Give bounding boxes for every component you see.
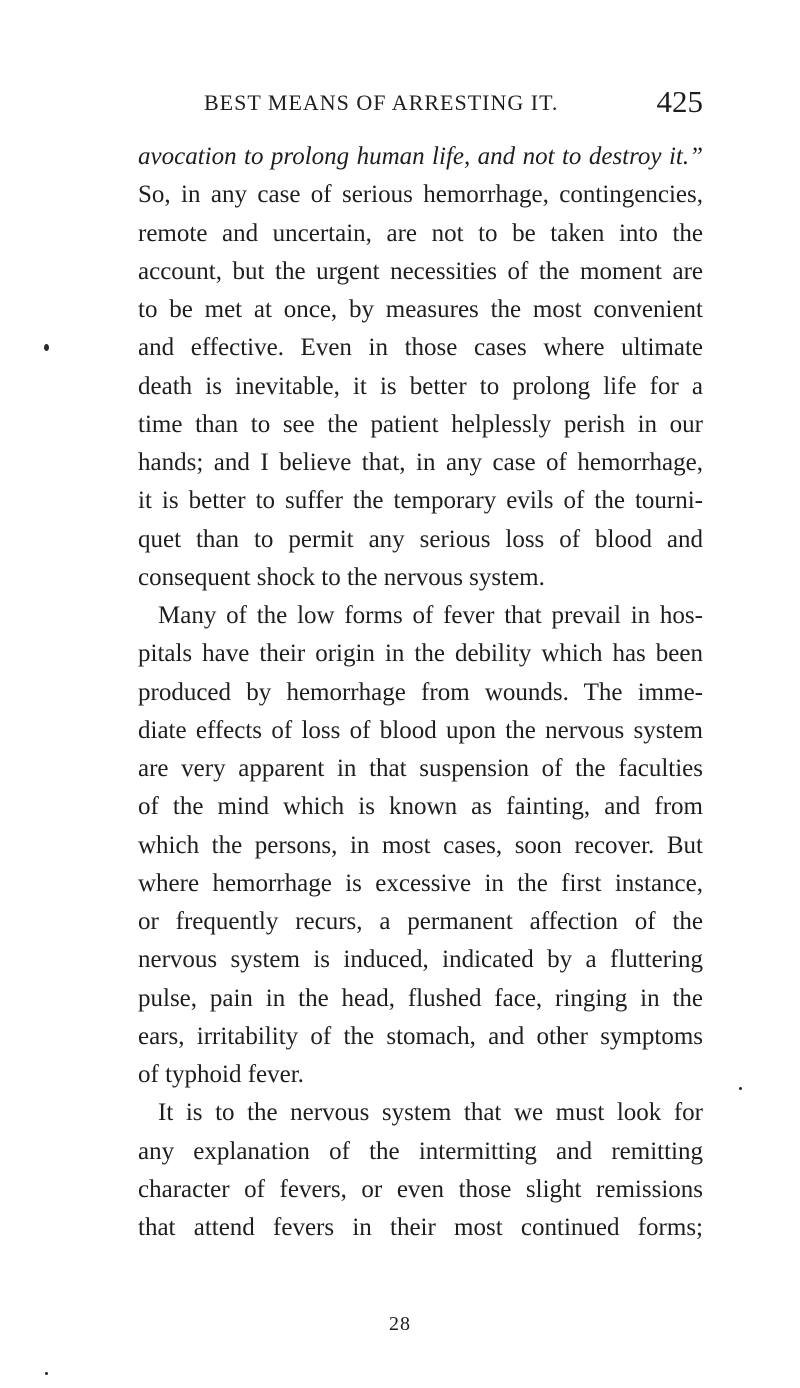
- text-line: where hemorrhage is excessive in the first instance,: [138, 869, 703, 897]
- text-line: that attend fevers in their most continued forms;: [138, 1214, 703, 1241]
- text-line: of the mind which is known as fainting, and from: [138, 793, 703, 821]
- text-line: it is better to suffer the temporary evils of the tourni-: [138, 487, 703, 515]
- margin-dot: [44, 344, 49, 351]
- text-line: character of fevers, or even those slight remissions: [138, 1175, 703, 1203]
- text-line: produced by hemorrhage from wounds. The imme-: [138, 678, 703, 706]
- text-line: pitals have their origin in the debility which has been: [138, 640, 703, 668]
- text-line: hands; and I believe that, in any case of hemorrhage,: [138, 449, 703, 476]
- body-text: [138, 138, 703, 1247]
- signature-mark: 28: [389, 1313, 411, 1335]
- text-line: are very apparent in that suspension of the faculties: [138, 755, 703, 782]
- text-line: It is to the nervous system that we must look for: [158, 1099, 703, 1127]
- text-line: remote and uncertain, are not to be taken into the: [138, 219, 703, 247]
- text-line: account, but the urgent necessities of the moment are: [138, 257, 703, 285]
- text-line: pulse, pain in the head, flushed face, ringing in the: [138, 984, 703, 1012]
- text-line: quet than to permit any serious loss of blood and: [138, 525, 703, 553]
- text-line: nervous system is induced, indicated by a fluttering: [138, 946, 703, 974]
- text-line: death is inevitable, it is better to prolong life for a: [138, 372, 703, 400]
- text-line: ears, irritability of the stomach, and other symptoms: [138, 1022, 703, 1050]
- text-line: consequent shock to the nervous system.: [138, 563, 545, 591]
- text-line: and effective. Even in those cases where ultimate: [138, 334, 703, 362]
- text-line: or frequently recurs, a permanent affection of the: [138, 908, 703, 935]
- text-line: Many of the low forms of fever that prevail in hos-: [158, 602, 703, 629]
- text-line: avocation to prolong human life, and not to destroy it.”: [138, 143, 703, 170]
- text-line: which the persons, in most cases, soon recover. But: [138, 831, 703, 859]
- text-line: of typhoid fever.: [138, 1061, 304, 1088]
- running-title: BEST MEANS OF ARRESTING IT.: [204, 90, 559, 115]
- running-head: [138, 84, 703, 124]
- page-number: 425: [656, 84, 703, 119]
- text-line: any explanation of the intermitting and remitting: [138, 1137, 703, 1165]
- text-line: to be met at once, by measures the most convenient: [138, 296, 703, 323]
- text-line: So, in any case of serious hemorrhage, contingencies,: [138, 181, 703, 209]
- text-line: diate effects of loss of blood upon the nervous system: [138, 716, 703, 744]
- margin-dot: [45, 1372, 48, 1375]
- text-line: time than to see the patient helplessly perish in our: [138, 410, 703, 438]
- margin-dot: [739, 1087, 742, 1090]
